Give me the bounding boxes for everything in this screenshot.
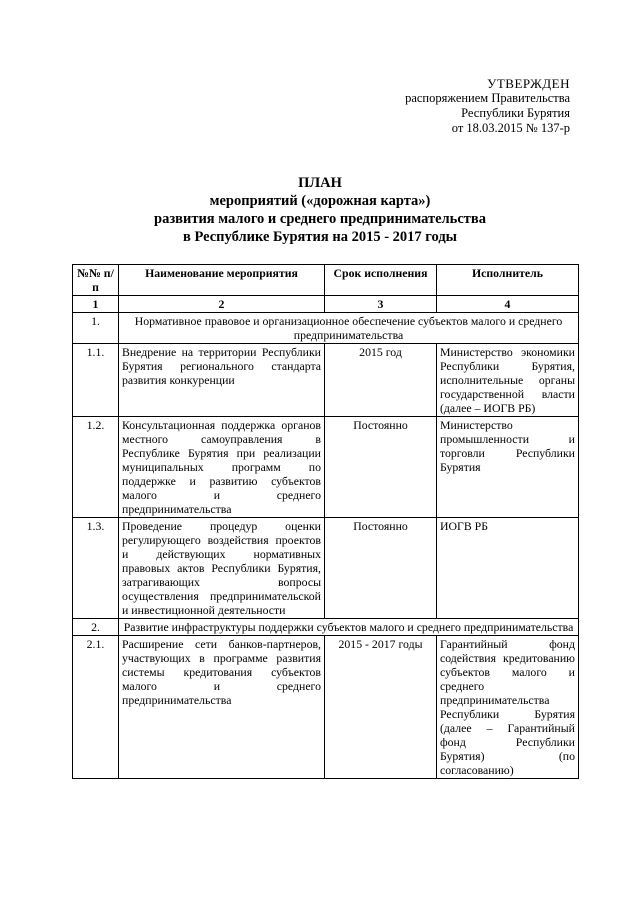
section-num: 2. — [73, 619, 119, 636]
approval-stamp — [405, 76, 570, 136]
title-line: развития малого и среднего предпринимательства — [154, 211, 486, 227]
row-name: Расширение сети банков-партнеров, участвующих в программе развития системы кредитования субъектов малого и среднего предпринимательства — [119, 636, 325, 779]
section-row — [73, 313, 579, 344]
table-row — [73, 417, 579, 518]
row-term: 2015 - 2017 годы — [325, 636, 437, 779]
row-executor: Министерство промышленности и торговли Республики Бурятия — [437, 417, 579, 518]
table-row — [73, 636, 579, 779]
document-title — [0, 174, 640, 246]
plan-table — [72, 264, 579, 779]
row-term: Постоянно — [325, 417, 437, 518]
table-row — [73, 518, 579, 619]
title-line: мероприятий («дорожная карта») — [209, 193, 431, 209]
title-line: в Республике Бурятия на 2015 - 2017 годы — [183, 229, 457, 245]
title-line: ПЛАН — [298, 175, 342, 191]
row-executor: Министерство экономики Республики Бурятия, исполнительные органы государственной власти (далее – ИОГВ РБ) — [437, 344, 579, 417]
section-title: Нормативное правовое и организационное обеспечение субъектов малого и среднего предпринимательства — [119, 313, 579, 344]
row-num: 1.3. — [73, 518, 119, 619]
header-num: №№ п/п — [73, 265, 119, 296]
section-title: Развитие инфраструктуры поддержки субъектов малого и среднего предпринимательства — [119, 619, 579, 636]
column-number: 2 — [119, 296, 325, 313]
header-executor: Исполнитель — [437, 265, 579, 296]
column-number-row — [73, 296, 579, 313]
header-term: Срок исполнения — [325, 265, 437, 296]
column-number: 1 — [73, 296, 119, 313]
row-num: 1.2. — [73, 417, 119, 518]
row-term: 2015 год — [325, 344, 437, 417]
table-row — [73, 344, 579, 417]
column-number: 4 — [437, 296, 579, 313]
section-row — [73, 619, 579, 636]
column-number: 3 — [325, 296, 437, 313]
section-num: 1. — [73, 313, 119, 344]
row-name: Консультационная поддержка органов местного самоуправления в Республике Бурятия при реализации муниципальных программ по поддержке и развитию субъектов малого и среднего предпринимательства — [119, 417, 325, 518]
row-name: Внедрение на территории Республики Бурятия регионального стандарта развития конкуренции — [119, 344, 325, 417]
row-name: Проведение процедур оценки регулирующего воздействия проектов и действующих нормативных правовых актов Республики Бурятия, затрагивающих вопросы осуществления предпринимательской и инвестиционной деятельности — [119, 518, 325, 619]
row-num: 1.1. — [73, 344, 119, 417]
approval-line: распоряжением Правительства — [405, 91, 570, 105]
row-num: 2.1. — [73, 636, 119, 779]
row-term: Постоянно — [325, 518, 437, 619]
header-name: Наименование мероприятия — [119, 265, 325, 296]
approval-heading: УТВЕРЖДЕН — [487, 76, 570, 91]
row-executor: ИОГВ РБ — [437, 518, 579, 619]
row-executor: Гарантийный фонд содействия кредитованию субъектов малого и среднего предпринимательства Республики Бурятия (далее – Гарантийный фонд Республики Бурятия) (по согласованию) — [437, 636, 579, 779]
table-header-row — [73, 265, 579, 296]
approval-line: Республики Бурятия — [461, 106, 570, 120]
approval-date: от 18.03.2015 № 137-р — [451, 121, 570, 135]
